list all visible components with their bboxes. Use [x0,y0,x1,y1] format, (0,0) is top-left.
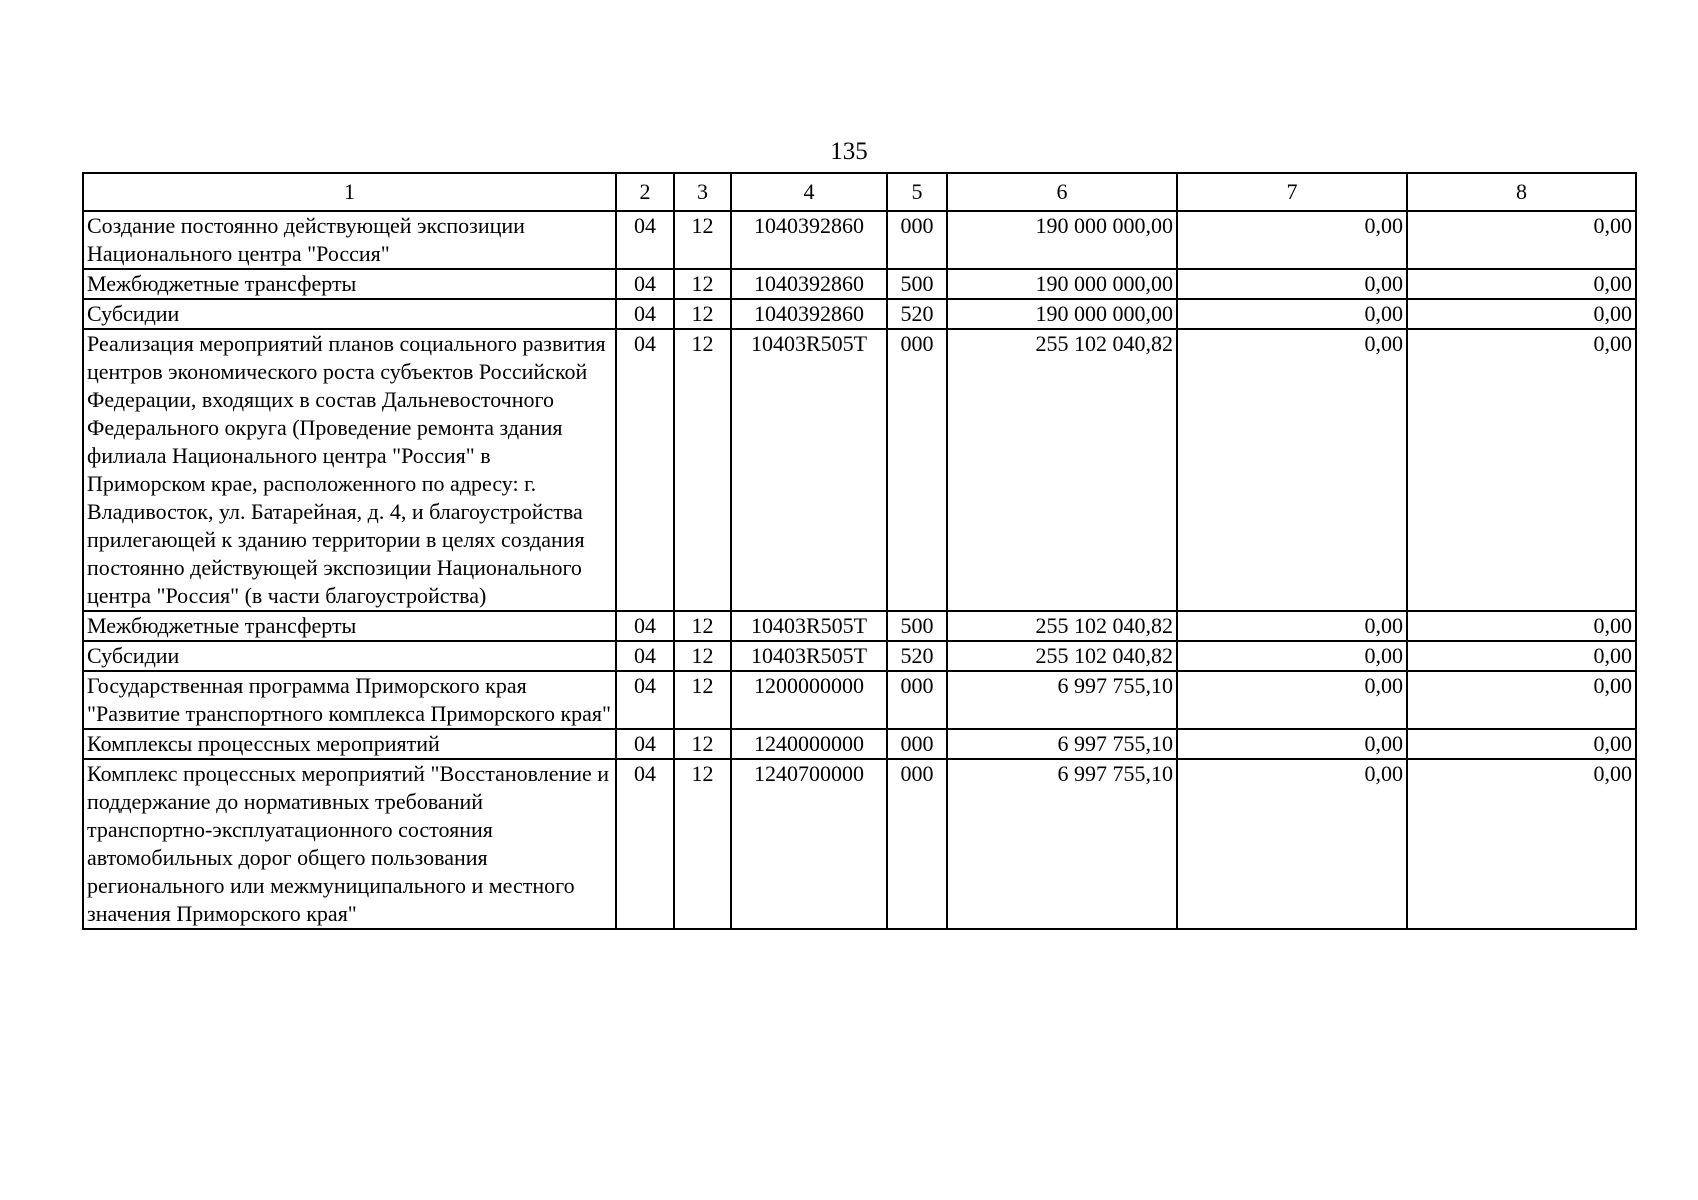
expense-type-code: 000 [887,211,947,269]
amount-col-8: 0,00 [1407,759,1636,929]
amount-col-6: 6 997 755,10 [947,729,1177,759]
column-header-4: 4 [731,173,887,211]
row-name: Субсидии [83,641,616,671]
amount-col-6: 255 102 040,82 [947,641,1177,671]
target-article-code: 1040392860 [731,211,887,269]
target-article-code: 1200000000 [731,671,887,729]
budget-table [82,172,1637,930]
row-name: Реализация мероприятий планов социального развития центров экономического роста субъектов Российской Федерации, входящих в состав Дальневосточного Федерального округа (Проведение ремонта здания филиала Национального центра "Россия" в Приморском крае, расположенного по адресу: г. Владивосток, ул. Батарейная, д. 4, и благоустройства прилегающей к зданию территории в целях создания постоянно действующей экспозиции Национального центра "Россия" (в части благоустройства) [83,329,616,611]
amount-col-6: 190 000 000,00 [947,299,1177,329]
expense-type-code: 500 [887,269,947,299]
subsection-code: 12 [674,611,731,641]
target-article-code: 10403R505T [731,329,887,611]
amount-col-8: 0,00 [1407,671,1636,729]
amount-col-7: 0,00 [1177,299,1407,329]
table-row [83,729,1636,759]
table-row [83,329,1636,611]
table-row [83,641,1636,671]
row-name: Межбюджетные трансферты [83,611,616,641]
expense-type-code: 520 [887,641,947,671]
column-header-2: 2 [616,173,674,211]
column-header-5: 5 [887,173,947,211]
table-row [83,759,1636,929]
header-row [83,173,1636,211]
expense-type-code: 000 [887,671,947,729]
amount-col-7: 0,00 [1177,671,1407,729]
amount-col-6: 6 997 755,10 [947,759,1177,929]
column-header-7: 7 [1177,173,1407,211]
table-row [83,211,1636,269]
section-code: 04 [616,641,674,671]
subsection-code: 12 [674,299,731,329]
table-row [83,299,1636,329]
amount-col-6: 255 102 040,82 [947,329,1177,611]
subsection-code: 12 [674,759,731,929]
row-name: Субсидии [83,299,616,329]
table-row [83,671,1636,729]
section-code: 04 [616,671,674,729]
amount-col-8: 0,00 [1407,329,1636,611]
target-article-code: 1040392860 [731,299,887,329]
amount-col-7: 0,00 [1177,329,1407,611]
subsection-code: 12 [674,641,731,671]
section-code: 04 [616,729,674,759]
target-article-code: 1040392860 [731,269,887,299]
amount-col-7: 0,00 [1177,729,1407,759]
target-article-code: 1240000000 [731,729,887,759]
amount-col-8: 0,00 [1407,611,1636,641]
section-code: 04 [616,211,674,269]
amount-col-8: 0,00 [1407,641,1636,671]
row-name: Межбюджетные трансферты [83,269,616,299]
amount-col-7: 0,00 [1177,641,1407,671]
subsection-code: 12 [674,729,731,759]
target-article-code: 1240700000 [731,759,887,929]
amount-col-6: 190 000 000,00 [947,211,1177,269]
expense-type-code: 000 [887,729,947,759]
table-row [83,269,1636,299]
column-header-1: 1 [83,173,616,211]
subsection-code: 12 [674,269,731,299]
section-code: 04 [616,611,674,641]
amount-col-7: 0,00 [1177,269,1407,299]
row-name: Комплексы процессных мероприятий [83,729,616,759]
section-code: 04 [616,299,674,329]
expense-type-code: 000 [887,759,947,929]
table-row [83,611,1636,641]
amount-col-6: 190 000 000,00 [947,269,1177,299]
column-header-3: 3 [674,173,731,211]
expense-type-code: 000 [887,329,947,611]
expense-type-code: 500 [887,611,947,641]
row-name: Государственная программа Приморского края "Развитие транспортного комплекса Приморского края" [83,671,616,729]
amount-col-8: 0,00 [1407,211,1636,269]
section-code: 04 [616,269,674,299]
amount-col-7: 0,00 [1177,611,1407,641]
row-name: Комплекс процессных мероприятий "Восстановление и поддержание до нормативных требований транспортно-эксплуатационного состояния автомобильных дорог общего пользования регионального или межмуниципального и местного значения Приморского края" [83,759,616,929]
subsection-code: 12 [674,329,731,611]
amount-col-7: 0,00 [1177,759,1407,929]
column-header-8: 8 [1407,173,1636,211]
amount-col-6: 6 997 755,10 [947,671,1177,729]
target-article-code: 10403R505T [731,641,887,671]
column-header-6: 6 [947,173,1177,211]
subsection-code: 12 [674,211,731,269]
expense-type-code: 520 [887,299,947,329]
amount-col-7: 0,00 [1177,211,1407,269]
section-code: 04 [616,329,674,611]
amount-col-8: 0,00 [1407,729,1636,759]
amount-col-8: 0,00 [1407,269,1636,299]
amount-col-8: 0,00 [1407,299,1636,329]
section-code: 04 [616,759,674,929]
row-name: Создание постоянно действующей экспозиции Национального центра "Россия" [83,211,616,269]
subsection-code: 12 [674,671,731,729]
target-article-code: 10403R505T [731,611,887,641]
amount-col-6: 255 102 040,82 [947,611,1177,641]
page-number: 135 [830,138,868,165]
